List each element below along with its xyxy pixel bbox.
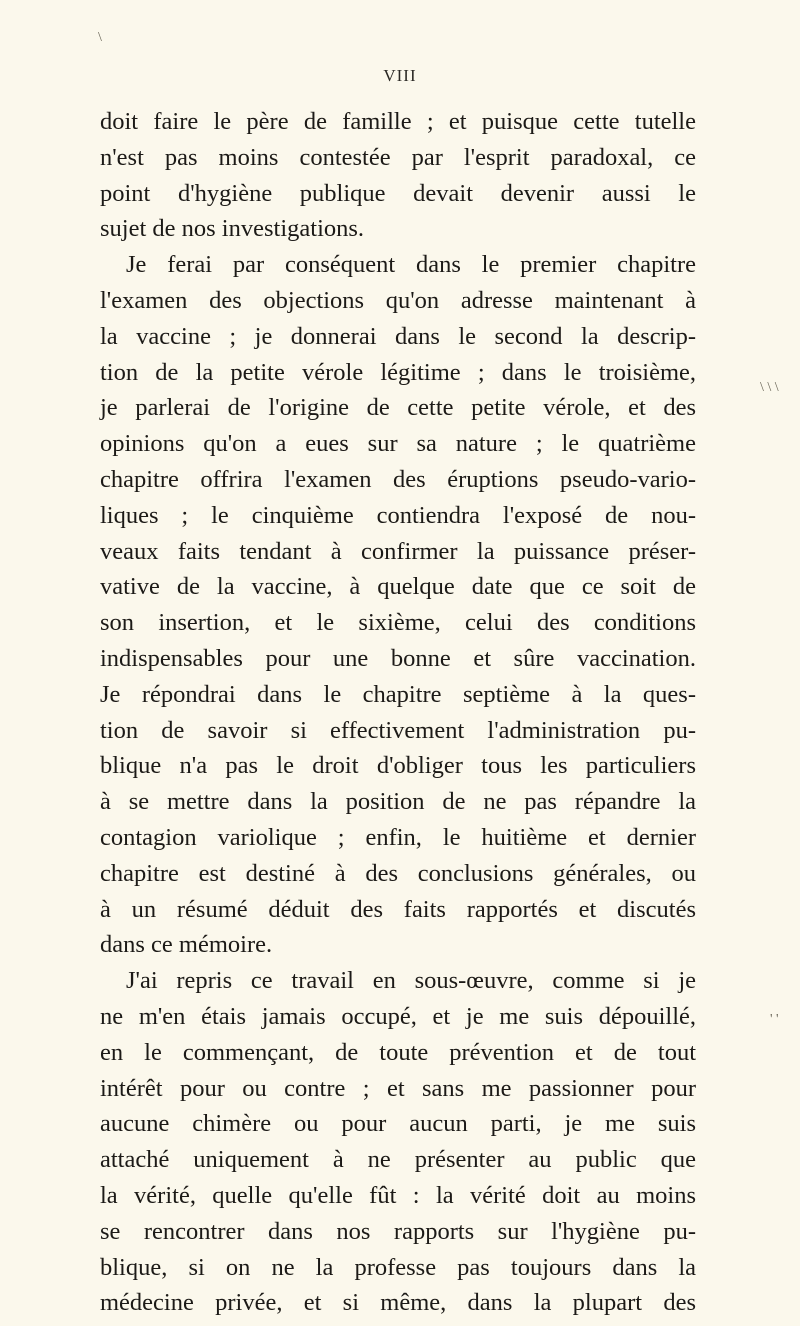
text-line: attaché uniquement à ne présenter au public que <box>100 1146 696 1174</box>
text-line: se rencontrer dans nos rapports sur l'hygiène pu- <box>100 1217 696 1245</box>
text-line: veaux faits tendant à confirmer la puissance préser- <box>100 537 696 565</box>
text-line: intérêt pour ou contre ; et sans me passionner pour <box>100 1074 696 1102</box>
text-line: tion de la petite vérole légitime ; dans le troisième, <box>100 358 696 386</box>
text-line: chapitre est destiné à des conclusions générales, ou <box>100 859 696 887</box>
text-line: aucune chimère ou pour aucun parti, je me suis <box>100 1110 696 1138</box>
paragraph-1 <box>100 104 696 247</box>
text-line: opinions qu'on a eues sur sa nature ; le quatrième <box>100 430 696 458</box>
text-line: Je ferai par conséquent dans le premier chapitre <box>126 251 696 279</box>
paragraph-3 <box>100 963 696 1321</box>
margin-speck: \ \ \ <box>760 380 779 395</box>
text-line: médecine privée, et si même, dans la plupart des <box>100 1289 696 1317</box>
text-line: n'est pas moins contestée par l'esprit paradoxal, ce <box>100 143 696 171</box>
text-line: tion de savoir si effectivement l'administration pu- <box>100 716 696 744</box>
text-line: la vérité, quelle qu'elle fût : la vérité doit au moins <box>100 1181 696 1209</box>
text-line: vative de la vaccine, à quelque date que ce soit de <box>100 573 696 601</box>
text-line: je parlerai de l'origine de cette petite vérole, et des <box>100 394 696 422</box>
text-line: son insertion, et le sixième, celui des conditions <box>100 609 696 637</box>
text-line: point d'hygiène publique devait devenir aussi le <box>100 179 696 207</box>
text-line: contagion variolique ; enfin, le huitième et dernier <box>100 823 696 851</box>
text-line: ne m'en étais jamais occupé, et je me suis dépouillé, <box>100 1002 696 1030</box>
text-line: l'examen des objections qu'on adresse maintenant à <box>100 286 696 314</box>
text-line: Je répondrai dans le chapitre septième à la ques- <box>100 680 696 708</box>
text-line: la vaccine ; je donnerai dans le second la descrip- <box>100 322 696 350</box>
paragraph-2 <box>100 247 696 963</box>
text-line: sujet de nos investigations. <box>100 215 365 243</box>
page-number: VIII <box>383 66 417 85</box>
text-line: doit faire le père de famille ; et puisque cette tutelle <box>100 108 696 135</box>
text-line: dans ce mémoire. <box>100 931 273 959</box>
text-line: à un résumé déduit des faits rapportés et discutés <box>100 895 696 923</box>
text-line: blique n'a pas le droit d'obliger tous les particuliers <box>100 752 696 780</box>
text-line: en le commençant, de toute prévention et de tout <box>100 1038 696 1066</box>
text-line: liques ; le cinquième contiendra l'exposé de nou- <box>100 501 696 529</box>
text-line: indispensables pour une bonne et sûre vaccination. <box>100 644 696 672</box>
text-line: à se mettre dans la position de ne pas répandre la <box>100 788 696 816</box>
margin-speck: ' ' <box>770 1012 779 1027</box>
text-line: J'ai repris ce travail en sous-œuvre, comme si je <box>126 967 696 995</box>
scan-mark: \ <box>98 30 102 45</box>
text-line: chapitre offrira l'examen des éruptions pseudo-vario- <box>100 465 696 493</box>
text-line: blique, si on ne la professe pas toujours dans la <box>100 1253 696 1281</box>
body-text <box>100 104 696 1321</box>
